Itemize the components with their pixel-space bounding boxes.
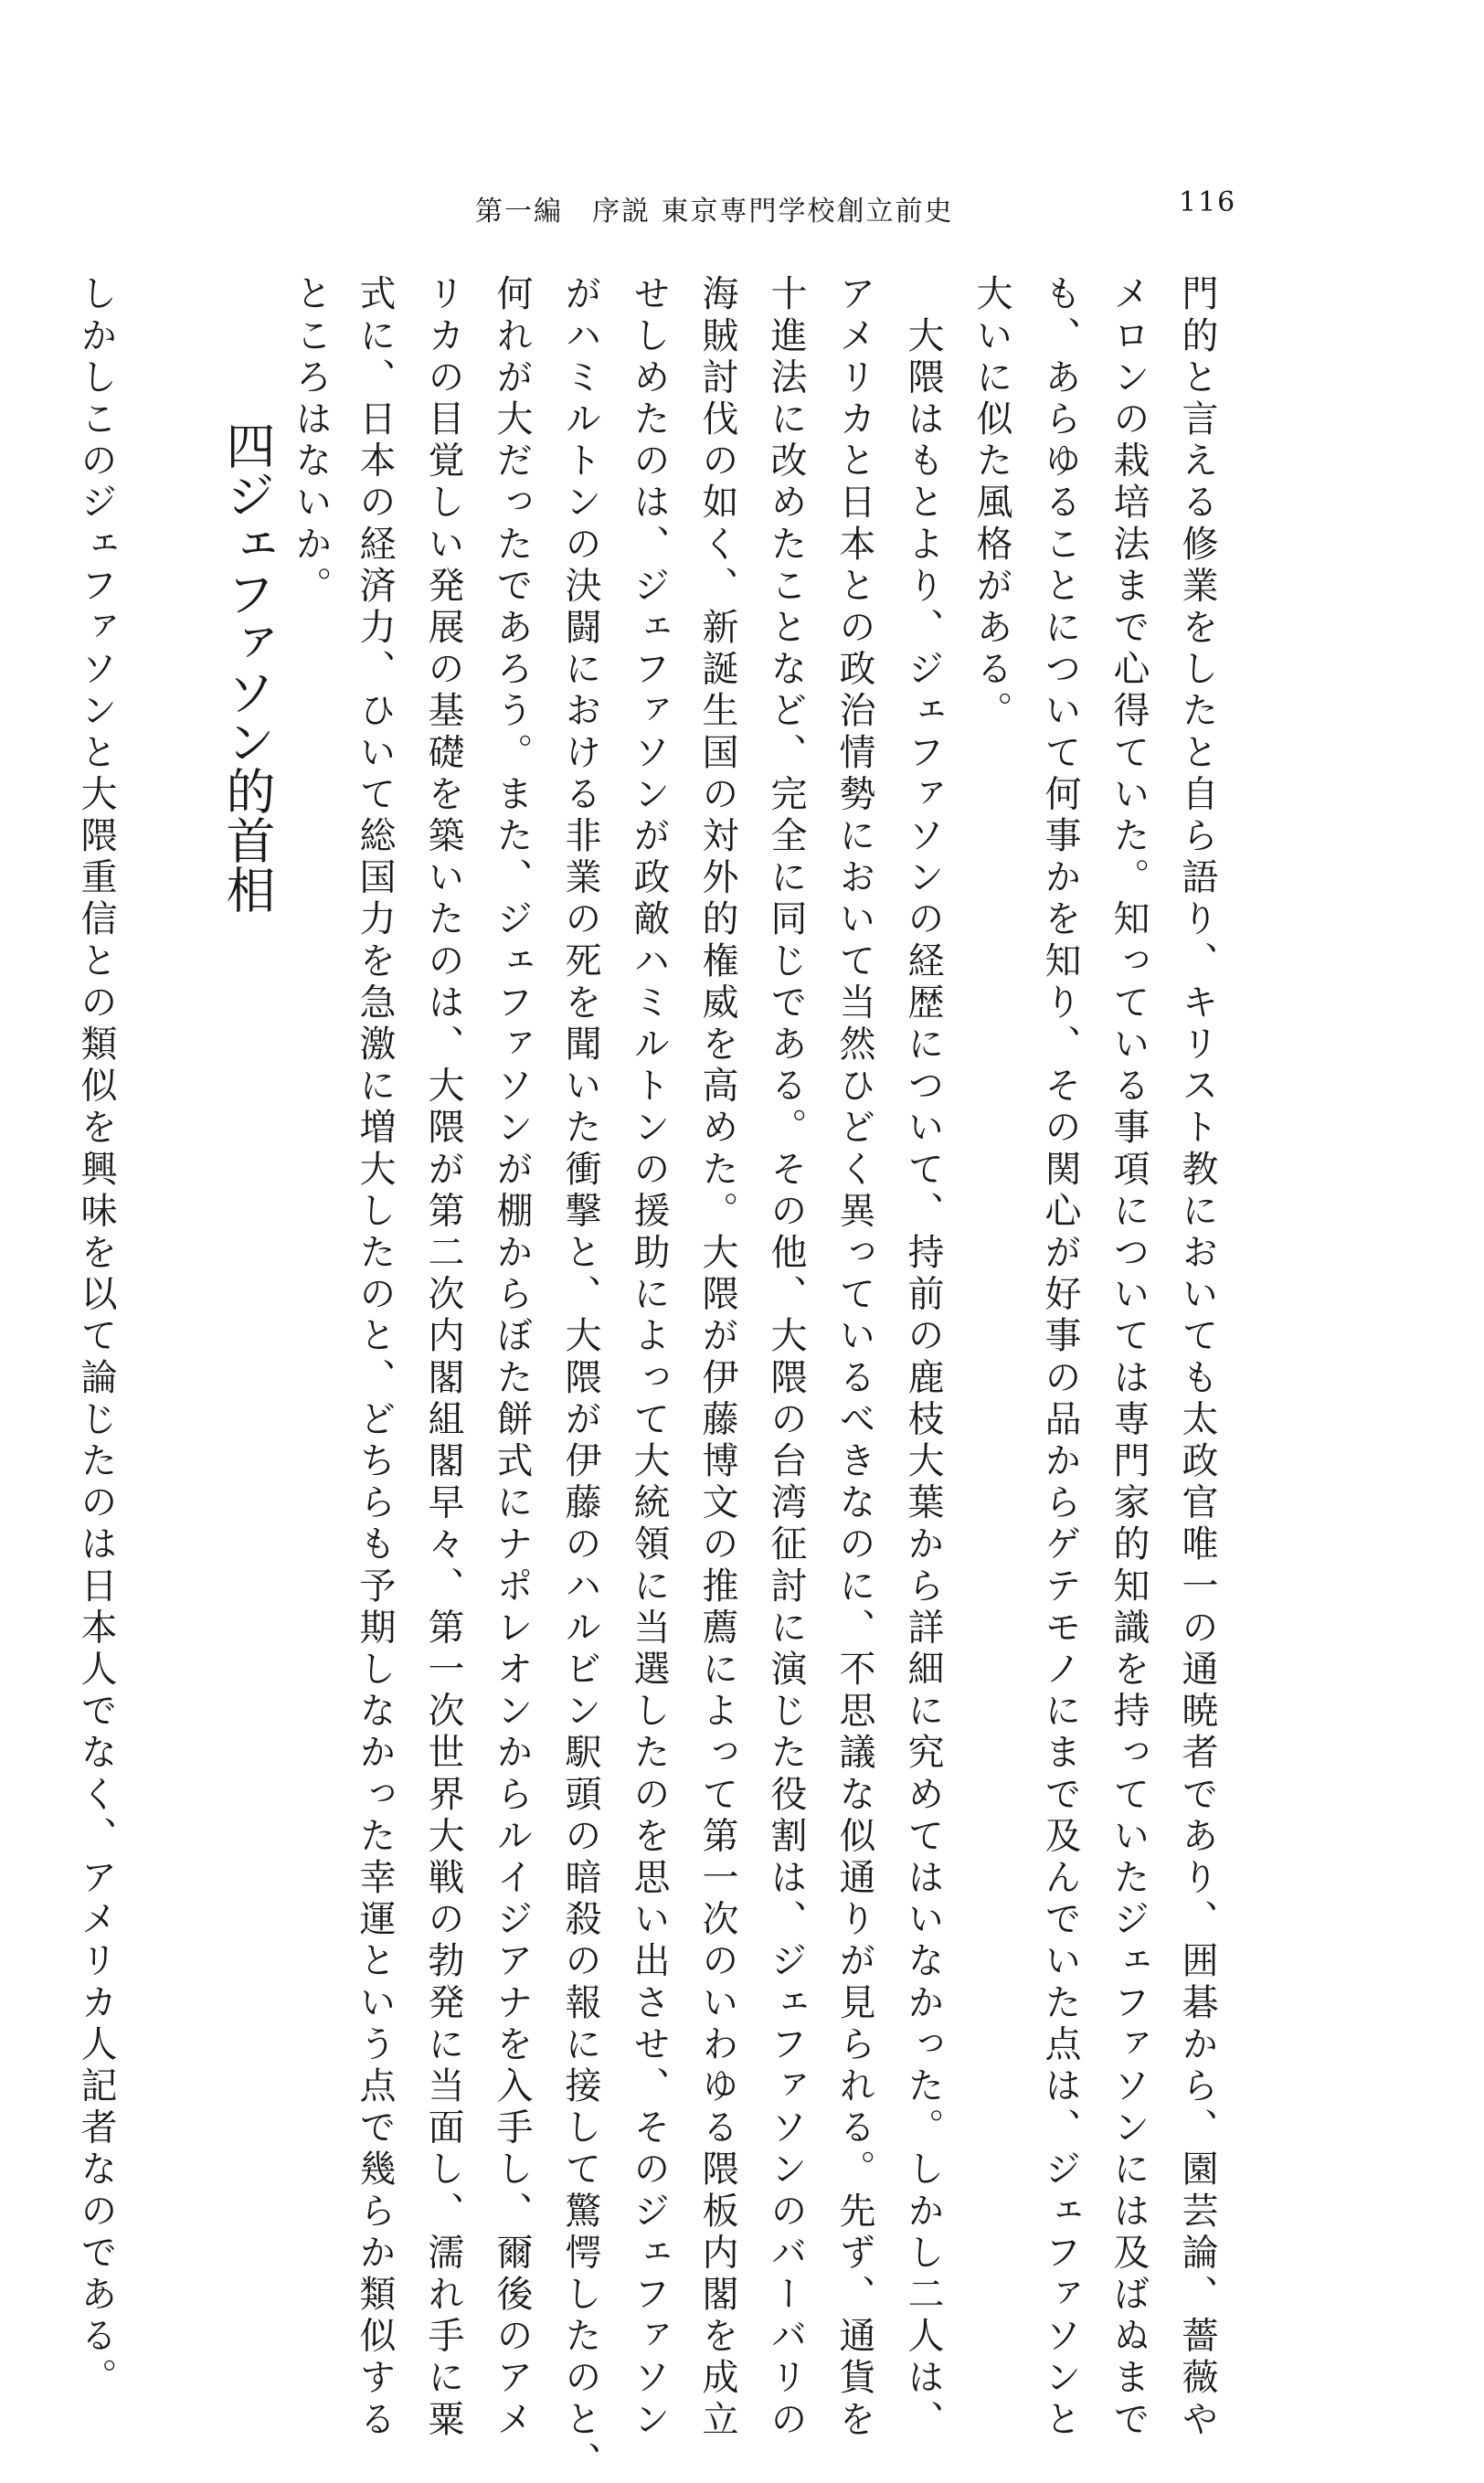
body-line: ところはないか。 <box>290 274 332 608</box>
body-line: も、あらゆることについて何事かを知り、その関心が好事の品からゲテモノにまで及んでいた点は、ジェファソンと <box>1039 274 1081 2442</box>
section-heading <box>206 420 288 914</box>
body-line: がハミルトンの決闘における非業の死を聞いた衝撃と、大隈が伊藤のハルビン駅頭の暗殺の報に接して驚愕したのと、 <box>559 274 601 2483</box>
body-line: 式に、日本の経済力、ひいて総国力を急激に増大したのと、どちらも予期しなかった幸運という点で幾らか類似する <box>354 274 396 2442</box>
body-line: 十進法に改めたことなど、完全に同じである。その他、大隈の台湾征討に演じた役割は、ジェファソンのバーバリの <box>765 274 807 2442</box>
running-head: 第一編 序説 東京専門学校創立前史 <box>475 196 954 228</box>
body-line: 大いに似た風格がある。 <box>970 274 1012 733</box>
closing-line: しかしこのジェファソンと大隈重信との類似を興味を以て論じたのは日本人でなく、アメリカ人記者なのである。 <box>75 274 117 2400</box>
section-number: 四 <box>218 420 276 470</box>
body-line: 門的と言える修業をしたと自ら語り、キリスト教においても太政官唯一の通暁者であり、囲碁から、園芸論、薔薇や <box>1176 274 1218 2442</box>
section-title: ジェファソン的首相 <box>218 470 276 914</box>
body-line: アメリカと日本との政治情勢において当然ひどく異っているべきなのに、不思議な似通りが見られる。先ず、通貨を <box>833 274 875 2442</box>
body-line: 大隈はもとより、ジェファソンの経歴について、持前の鹿枝大葉から詳細に究めてはいなかった。しかし二人は、 <box>902 274 944 2442</box>
body-line: せしめたのは、ジェファソンが政敵ハミルトンの援助によって大統領に当選したのを思い出させ、そのジェファソン <box>628 274 670 2442</box>
body-line: リカの目覚しい発展の基礎を築いたのは、大隈が第二次内閣組閣早々、第一次世界大戦の勃発に当面し、濡れ手に粟 <box>422 274 464 2442</box>
body-line: メロンの栽培法まで心得ていた。知っている事項については専門家的知識を持っていたジェファソンには及ばぬまで <box>1108 274 1150 2442</box>
body-line: 海賊討伐の如く、新誕生国の対外的権威を高めた。大隈が伊藤博文の推薦によって第一次のいわゆる隈板内閣を成立 <box>696 274 738 2442</box>
page-number: 116 <box>1179 186 1237 218</box>
body-line: 何れが大だったであろう。また、ジェファソンが棚からぼた餅式にナポレオンからルイジアナを入手し、爾後のアメ <box>491 274 533 2442</box>
